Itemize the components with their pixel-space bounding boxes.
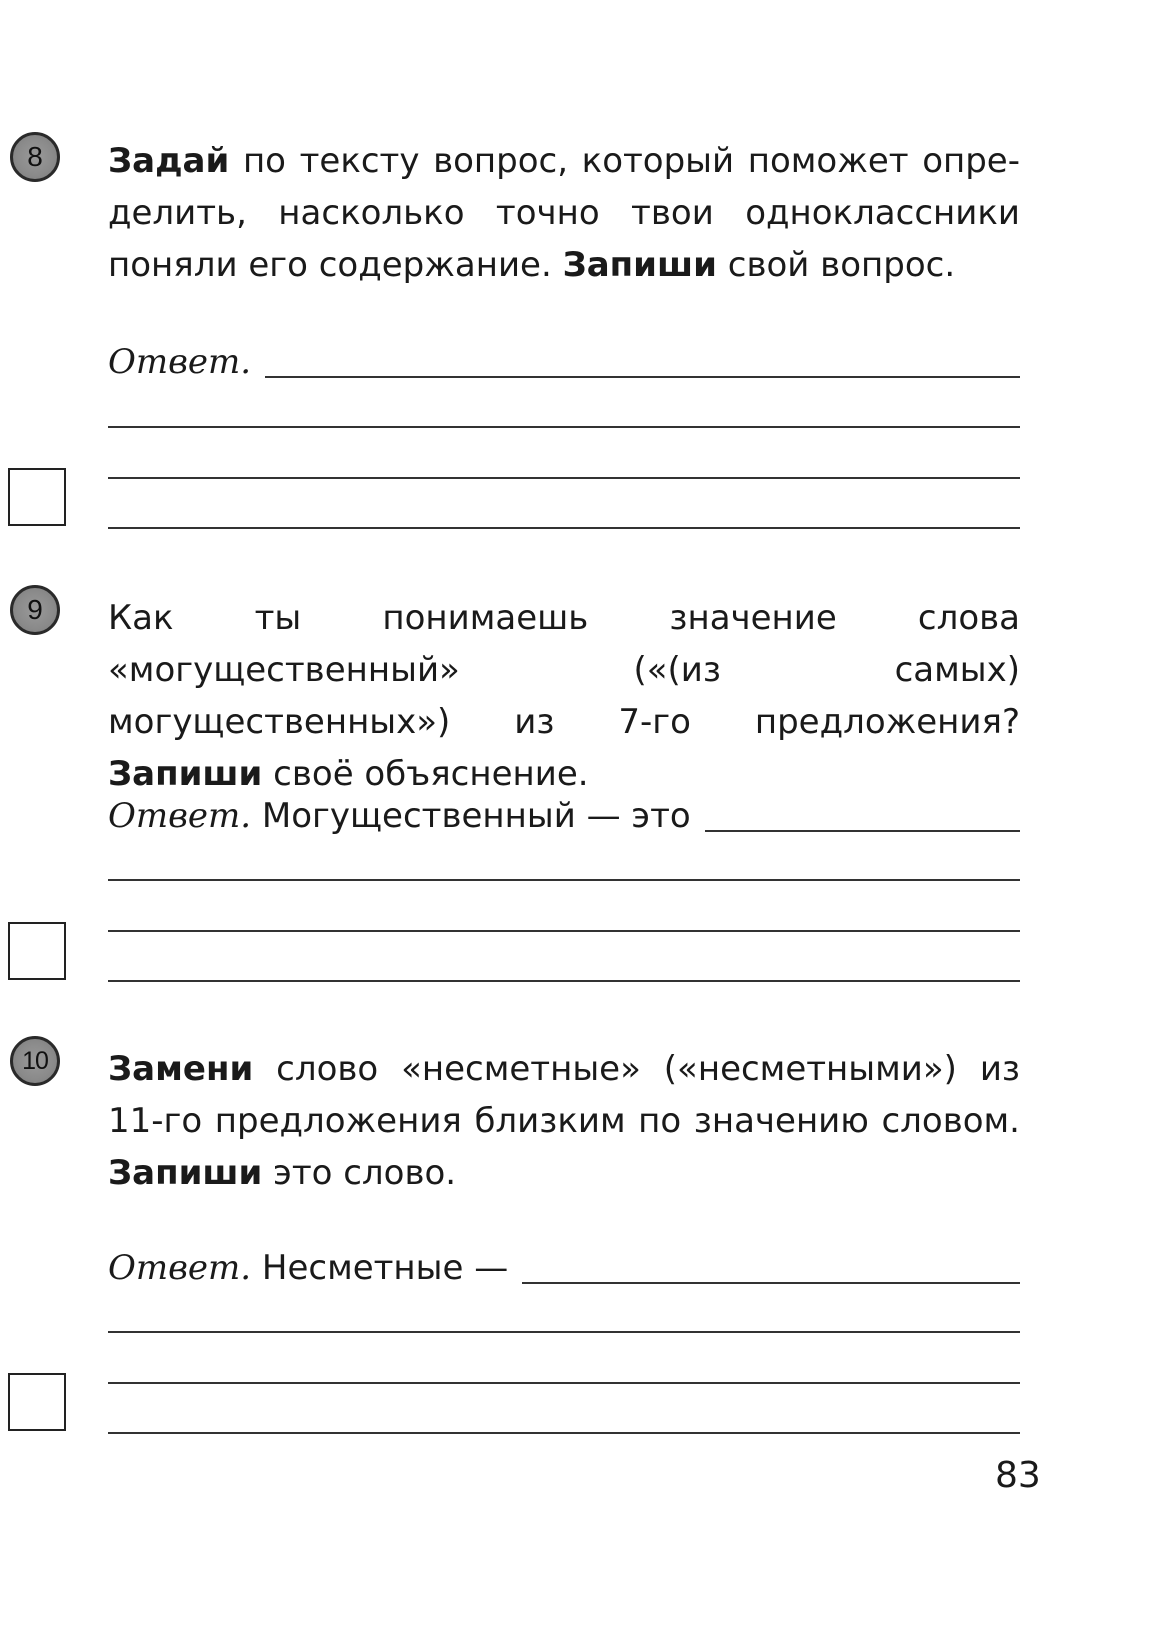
prompt-text: это слово.: [262, 1153, 457, 1193]
score-box[interactable]: [8, 922, 66, 980]
prompt-keyword: Запиши: [108, 1153, 263, 1193]
prompt-text: слово «несметные» («несметными») из 11-го предложения близким по значению словом.: [108, 1049, 1020, 1141]
prompt-text: своё объяснение.: [262, 754, 589, 794]
answer-row[interactable]: [108, 794, 1020, 838]
answer-line[interactable]: [108, 930, 1020, 932]
score-box[interactable]: [8, 1373, 66, 1431]
prompt-keyword: Запиши: [562, 245, 717, 285]
task-number-badge: 9: [10, 585, 60, 635]
answer-line[interactable]: [108, 1331, 1020, 1333]
task-number-badge: 10: [10, 1036, 60, 1086]
answer-line[interactable]: [265, 376, 1020, 378]
task-prompt: [108, 135, 1020, 291]
answer-row[interactable]: [108, 1246, 1020, 1290]
answer-label: [108, 1246, 508, 1290]
answer-line[interactable]: [108, 527, 1020, 529]
answer-prefix: Несметные —: [251, 1248, 509, 1288]
answer-label-italic: Ответ.: [108, 342, 252, 382]
answer-label: [108, 340, 251, 384]
answer-label-italic: Ответ.: [108, 1248, 252, 1288]
page-number: 83: [995, 1455, 1041, 1496]
prompt-text: свой вопрос.: [716, 245, 956, 285]
prompt-keyword: Замени: [108, 1049, 254, 1089]
answer-line[interactable]: [705, 830, 1020, 832]
answer-line[interactable]: [108, 426, 1020, 428]
task-number-badge: 8: [10, 132, 60, 182]
answer-line[interactable]: [108, 1432, 1020, 1434]
answer-line[interactable]: [108, 477, 1020, 479]
answer-line[interactable]: [108, 879, 1020, 881]
answer-line[interactable]: [522, 1282, 1020, 1284]
task-prompt: [108, 1043, 1020, 1199]
prompt-text: по тексту вопрос, который поможет определить, насколько точно твои одноклассники поняли его содержание.: [108, 141, 1020, 285]
prompt-keyword: Запиши: [108, 754, 263, 794]
answer-label: [108, 794, 691, 838]
prompt-text: Как ты понимаешь значение слова «могущественный» («(из самых) могущественных») из 7-го предложения?: [108, 598, 1020, 742]
prompt-keyword: Задай: [108, 141, 230, 181]
score-box[interactable]: [8, 468, 66, 526]
answer-line[interactable]: [108, 980, 1020, 982]
answer-line[interactable]: [108, 1382, 1020, 1384]
task-prompt: [108, 592, 1020, 800]
answer-row[interactable]: [108, 340, 1020, 384]
answer-prefix: Могущественный — это: [251, 796, 691, 836]
answer-label-italic: Ответ.: [108, 796, 252, 836]
